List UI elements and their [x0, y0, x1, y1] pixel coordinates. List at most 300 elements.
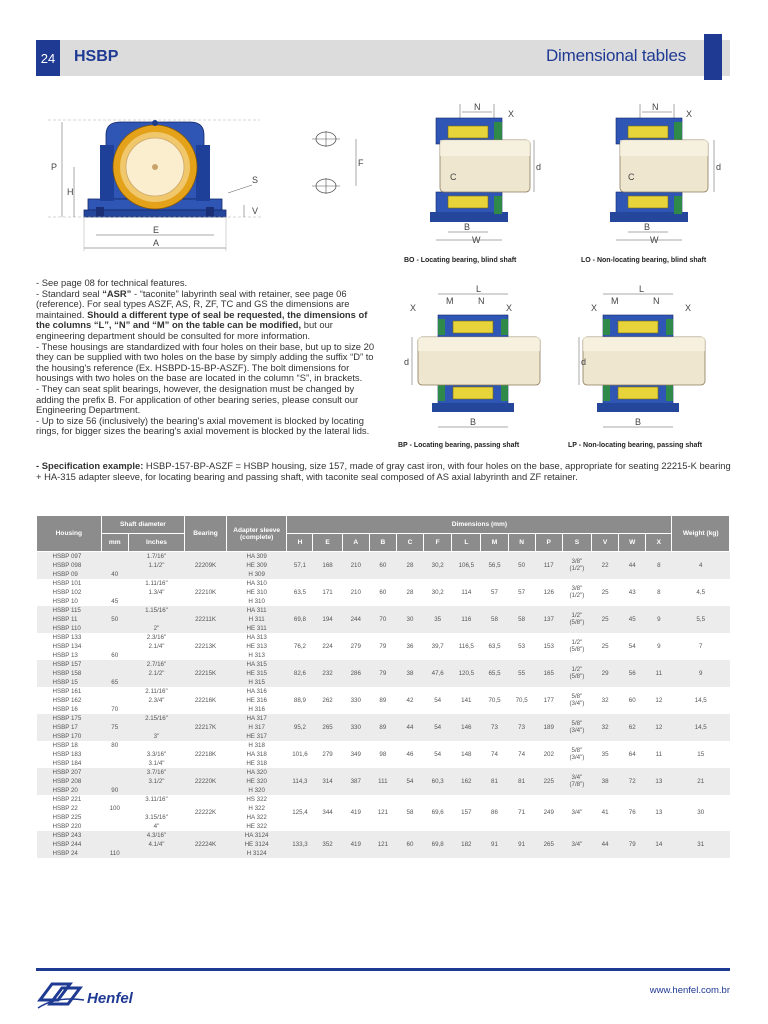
cell-dim-A: 387 — [342, 768, 369, 795]
cell-dim-S: 3/8" (1/2") — [569, 585, 585, 599]
model-title: HSBP — [74, 48, 119, 65]
cell-dim-X: 13 — [655, 809, 663, 816]
th-dim-W: W — [619, 534, 646, 552]
cell-inches: 1.15/16" — [128, 606, 184, 615]
cell-dim-V: 29 — [592, 660, 619, 687]
bo-label-d: d — [536, 162, 542, 172]
cell-dim-S: 3/4" (7/8") — [562, 768, 591, 795]
housing-front-view — [40, 115, 270, 255]
note-4: - They can seat split bearings, however, the designation must be changed by adding the prefix B. For application of other bearing series, please consult our Engineering Department. — [36, 382, 359, 416]
cell-dim-E: 344 — [322, 809, 333, 816]
cell-dim-C: 28 — [396, 552, 423, 579]
cell-housing: HSBP 16 — [52, 705, 78, 713]
bp-label-B: B — [470, 417, 477, 427]
cell-inches: 4.1/4" — [128, 840, 184, 849]
cell-inches: 2.3/16" — [146, 633, 167, 641]
cell-dim-C: 38 — [396, 660, 423, 687]
cell-sleeve: H 313 — [248, 651, 265, 659]
cell-bearing: 22210K — [194, 588, 217, 596]
cell-dim-V: 32 — [601, 696, 609, 704]
cell-sleeve: HE 315 — [226, 669, 287, 678]
cell-mm — [101, 660, 128, 669]
cell-dim-W: 44 — [619, 552, 646, 579]
cell-mm — [101, 714, 128, 723]
cell-dim-F: 69,6 — [431, 809, 444, 816]
cell-sleeve: HE 309 — [226, 561, 287, 570]
cell-sleeve: HA 313 — [246, 633, 267, 641]
th-housing: Housing — [37, 516, 102, 552]
cell-dim-V: 22 — [592, 552, 619, 579]
cell-bearing: 22216K — [194, 696, 217, 704]
table-group — [37, 795, 730, 831]
lo-label-X: X — [686, 109, 693, 119]
table-group — [37, 741, 730, 768]
cell-dim-B: 89 — [379, 696, 387, 704]
cell-mm — [101, 588, 128, 597]
th-shaft: Shaft diameter — [101, 516, 184, 534]
table-group — [37, 633, 730, 660]
note-3: - These housings are standardized with four holes on their base, but up to size 20 they can be supplied with two holes on the base by simply adding the suffix “D” to the housing's reference (Ex. HSBPD-15-BP-ASZF). The bolt dimensions for housings with two holes on the base are located in the column “S”, in brackets. — [36, 340, 375, 384]
cell-mm — [101, 579, 128, 588]
cell-dim-A: 330 — [350, 696, 361, 704]
cell-housing: HSBP 161 — [52, 687, 82, 695]
cell-dim-E: 168 — [313, 552, 342, 579]
cell-mm: 45 — [111, 597, 119, 605]
table-group — [37, 606, 730, 633]
label-A: A — [153, 238, 160, 248]
cell-dim-X: 12 — [655, 696, 663, 704]
cell-dim-B: 70 — [369, 606, 396, 633]
cell-inches: 3.1/4" — [148, 759, 165, 767]
th-dimensions: Dimensions (mm) — [287, 516, 672, 534]
lo-label-d: d — [716, 162, 722, 172]
cell-dim-H: 63,5 — [293, 588, 306, 596]
cell-weight: 7 — [699, 642, 703, 650]
th-dim-A: A — [342, 534, 369, 552]
cell-dim-A: 419 — [350, 809, 361, 816]
cell-housing: HSBP 243 — [37, 831, 102, 840]
cell-dim-F: 47,6 — [424, 660, 452, 687]
table-row — [37, 768, 730, 777]
cell-dim-P: 189 — [535, 714, 562, 741]
cell-dim-B: 60 — [379, 588, 387, 596]
th-bearing: Bearing — [185, 516, 227, 552]
cell-mm: 50 — [101, 615, 128, 624]
cell-sleeve: H 322 — [248, 804, 265, 812]
cell-housing: HSBP 102 — [52, 588, 82, 596]
cell-dim-S: 3/4" — [571, 809, 583, 816]
cell-dim-A: 286 — [342, 660, 369, 687]
cell-dim-S-2holes: (5/8") — [569, 646, 585, 653]
table-row — [37, 831, 730, 840]
cell-bearing: 22209K — [185, 552, 227, 579]
table-row — [37, 633, 730, 642]
cell-inches: 3" — [128, 732, 184, 741]
cell-dim-W: 72 — [619, 768, 646, 795]
cell-housing: HSBP 22 — [52, 804, 78, 812]
henfel-logo-icon — [36, 978, 86, 1010]
cell-mm: 90 — [101, 786, 128, 795]
cell-weight: 15 — [697, 750, 705, 758]
cell-inches — [128, 651, 184, 660]
cell-bearing: 22211K — [185, 606, 227, 633]
th-dim-M: M — [481, 534, 508, 552]
cell-dim-L: 106,5 — [452, 552, 481, 579]
th-dim-F: F — [424, 534, 452, 552]
cell-inches: 1.7/16" — [128, 552, 184, 561]
cell-inches: 1.1/2" — [128, 561, 184, 570]
th-dim-C: C — [396, 534, 423, 552]
cell-dim-C: 54 — [396, 768, 423, 795]
cell-sleeve: HA 318 — [246, 750, 267, 758]
cell-dim-C: 44 — [396, 714, 423, 741]
cell-bearing: 22217K — [185, 714, 227, 741]
cell-mm — [101, 768, 128, 777]
caption-bo: BO - Locating bearing, blind shaft — [404, 257, 517, 264]
cell-dim-V: 25 — [601, 588, 609, 596]
cell-housing: HSBP 157 — [37, 660, 102, 669]
cell-dim-P: 265 — [535, 831, 562, 858]
cell-dim-L: 148 — [461, 750, 472, 758]
cell-dim-V: 44 — [592, 831, 619, 858]
cell-dim-P: 153 — [543, 642, 554, 650]
cell-dim-B: 60 — [369, 552, 396, 579]
lp-label-N: N — [653, 296, 660, 306]
cell-bearing: 22215K — [185, 660, 227, 687]
th-adapter: Adapter sleeve (complete) — [226, 516, 287, 552]
lp-label-L: L — [639, 285, 645, 294]
cell-dim-S-2holes: (3/4") — [569, 700, 585, 707]
cell-dim-B: 79 — [369, 660, 396, 687]
cell-mm — [101, 561, 128, 570]
cell-dim-N: 71 — [518, 809, 526, 816]
note-2: - Standard seal “ASR” - “taconite” labyrinth seal with retainer, see page 06 (reference). For seal types ASZF, AS, R, ZF, TC and GS the dimensions are maintained. Should a different type of seal be requested, the dimensions of the columns “L”, “N” and “M” on the table can be modified, but our engineering department should be consulted for more information. — [36, 287, 368, 341]
cell-dim-X: 9 — [657, 642, 661, 650]
cell-housing: HSBP 183 — [52, 750, 82, 758]
label-V: V — [252, 206, 259, 216]
cell-dim-X: 11 — [646, 660, 672, 687]
cell-dim-V: 25 — [601, 642, 609, 650]
cell-inches: 3.11/16" — [145, 795, 168, 803]
cell-mm: 60 — [111, 651, 119, 659]
cell-inches — [128, 570, 184, 579]
cell-dim-N: 58 — [508, 606, 535, 633]
cell-dim-X: 8 — [646, 552, 672, 579]
bp-label-d: d — [404, 357, 410, 367]
cell-mm — [101, 606, 128, 615]
cell-dim-N: 73 — [508, 714, 535, 741]
th-dim-X: X — [646, 534, 672, 552]
cell-dim-B: 121 — [369, 831, 396, 858]
cell-sleeve: HA 320 — [226, 768, 287, 777]
th-dim-E: E — [313, 534, 342, 552]
note-1: - See page 08 for technical features. — [36, 277, 188, 288]
cell-weight: 21 — [672, 768, 730, 795]
cell-inches — [128, 786, 184, 795]
specification-example: - Specification example: HSBP-157-BP-ASZF = HSBP housing, size 157, made of gray cast iron, with four holes on the base, appropriate for seating 22215-K bearing + HA-315 adapter sleeve, for locating bearing and passing shaft, with taconite seal composed of AS axial labyrinth and ZF retainer. — [36, 460, 731, 482]
lo-label-N: N — [652, 102, 659, 112]
cell-dim-M: 91 — [481, 831, 508, 858]
cell-dim-E: 224 — [322, 642, 333, 650]
cell-sleeve: HA 315 — [226, 660, 287, 669]
cell-dim-W: 43 — [628, 588, 636, 596]
label-H: H — [67, 187, 74, 197]
cell-sleeve: HE 313 — [246, 642, 267, 650]
th-inches: Inches — [128, 534, 184, 552]
cell-dim-B: 79 — [379, 642, 387, 650]
cell-sleeve: HA 317 — [226, 714, 287, 723]
cell-dim-S: 3/8" (1/2") — [562, 552, 591, 579]
th-dim-S: S — [562, 534, 591, 552]
bp-label-X-right: X — [506, 303, 513, 313]
cell-sleeve: HS 322 — [246, 795, 267, 803]
cell-dim-S-2holes: (1/2") — [569, 565, 585, 573]
fig-lp-section — [575, 285, 730, 435]
cell-housing: HSBP 158 — [37, 669, 102, 678]
cell-dim-F: 54 — [434, 696, 442, 704]
technical-notes — [36, 278, 381, 437]
bo-label-W: W — [472, 235, 481, 245]
cell-dim-V: 25 — [592, 606, 619, 633]
cell-dim-A: 244 — [342, 606, 369, 633]
cell-weight: 4,5 — [696, 588, 706, 596]
cell-mm — [101, 669, 128, 678]
cell-inches: 2.1/2" — [128, 669, 184, 678]
cell-housing: HSBP 11 — [37, 615, 102, 624]
table-group — [37, 831, 730, 858]
cell-sleeve: HA 3124 — [226, 831, 287, 840]
bp-label-X-left: X — [410, 303, 417, 313]
cell-housing: HSBP 184 — [52, 759, 82, 767]
th-dim-L: L — [452, 534, 481, 552]
cell-sleeve: H 315 — [226, 678, 287, 687]
cell-housing: HSBP 097 — [37, 552, 102, 561]
cell-dim-E: 262 — [322, 696, 333, 704]
cell-dim-S-2holes: (5/8") — [569, 619, 585, 626]
cell-dim-C: 42 — [406, 696, 414, 704]
cell-dim-H: 101,6 — [292, 750, 308, 758]
bp-label-N: N — [478, 296, 485, 306]
cell-sleeve: HA 309 — [226, 552, 287, 561]
cell-mm: 100 — [109, 804, 120, 812]
cell-sleeve: HA 322 — [246, 813, 267, 821]
cell-dim-E: 171 — [322, 588, 333, 596]
cell-housing: HSBP 098 — [37, 561, 102, 570]
lp-label-d: d — [581, 357, 587, 367]
label-E: E — [153, 225, 160, 235]
cell-dim-W: 45 — [619, 606, 646, 633]
th-mm: mm — [101, 534, 128, 552]
cell-housing: HSBP 134 — [52, 642, 82, 650]
cell-bearing: 22220K — [185, 768, 227, 795]
cell-weight: 14,5 — [694, 696, 707, 704]
cell-inches: 3.7/16" — [128, 768, 184, 777]
cell-sleeve: HE 318 — [246, 759, 267, 767]
cell-dim-N: 50 — [508, 552, 535, 579]
cell-dim-E: 232 — [313, 660, 342, 687]
cell-dim-A: 210 — [350, 588, 361, 596]
cell-dim-F: 39,7 — [431, 642, 444, 650]
cell-housing: HSBP 101 — [52, 579, 82, 587]
cell-inches — [128, 741, 184, 750]
cell-dim-M: 73 — [481, 714, 508, 741]
table-group — [37, 714, 730, 741]
cell-dim-S-2holes: (3/4") — [569, 727, 585, 734]
cell-dim-L: 141 — [461, 696, 472, 704]
cell-mm — [101, 696, 128, 705]
header-accent — [704, 34, 722, 80]
website-link[interactable]: www.henfel.com.br — [649, 985, 730, 996]
caption-lo: LO - Non-locating bearing, blind shaft — [581, 257, 707, 264]
note-5: - Up to size 56 (inclusively) the bearing's axial movement is blocked by locating rings, for bigger sizes the bearing's axial movement is blocked by the lateral lids. — [36, 414, 370, 437]
label-F: F — [358, 158, 364, 168]
cell-dim-P: 137 — [535, 606, 562, 633]
table-group — [37, 687, 730, 714]
cell-dim-N: 57 — [518, 588, 526, 596]
cell-mm — [101, 813, 128, 822]
fig-lo-section — [598, 100, 733, 250]
cell-dim-L: 114 — [461, 588, 472, 596]
cell-dim-S: 5/8" (3/4") — [569, 747, 585, 761]
cell-sleeve: HA 316 — [246, 687, 267, 695]
cell-housing: HSBP 221 — [52, 795, 82, 803]
cell-mm: 75 — [101, 723, 128, 732]
cell-sleeve: H 311 — [226, 615, 287, 624]
fig-bo-section — [408, 100, 543, 250]
cell-sleeve: H 317 — [226, 723, 287, 732]
cell-dim-M: 57 — [491, 588, 498, 596]
cell-dim-V: 38 — [592, 768, 619, 795]
table-row — [37, 579, 730, 588]
cell-dim-S: 3/4" — [562, 831, 591, 858]
lp-label-X-left: X — [591, 303, 598, 313]
henfel-logo: Henfel — [87, 990, 133, 1007]
bp-label-L: L — [476, 285, 482, 294]
cell-weight: 30 — [697, 809, 705, 816]
cell-housing: HSBP 225 — [52, 813, 82, 821]
cell-dim-H: 125,4 — [292, 809, 308, 816]
label-P: P — [51, 162, 58, 172]
caption-lp: LP - Non-locating bearing, passing shaft — [568, 442, 703, 449]
cell-dim-H: 95,2 — [287, 714, 313, 741]
cell-dim-C: 46 — [406, 750, 414, 758]
cell-dim-C: 58 — [406, 809, 414, 816]
lo-label-C: C — [628, 172, 635, 182]
cell-dim-M: 74 — [491, 750, 498, 758]
cell-mm — [101, 759, 128, 768]
bo-label-B: B — [464, 222, 471, 232]
cell-dim-N: 70,5 — [515, 696, 528, 704]
cell-dim-S: 1/2" (5/8") — [562, 660, 591, 687]
cell-housing: HSBP 244 — [37, 840, 102, 849]
cell-inches — [128, 849, 184, 858]
cell-dim-E: 194 — [313, 606, 342, 633]
cell-mm — [101, 552, 128, 561]
cell-dim-P: 202 — [543, 750, 554, 758]
cell-dim-S: 5/8" (3/4") — [569, 693, 585, 707]
cell-sleeve: HA 310 — [246, 579, 267, 587]
label-S: S — [252, 175, 259, 185]
dimensions-table — [36, 515, 730, 858]
bo-label-C: C — [450, 172, 457, 182]
table-row — [37, 741, 730, 750]
cell-mm: 110 — [101, 849, 128, 858]
cell-dim-M: 58 — [481, 606, 508, 633]
cell-inches: 4" — [153, 822, 160, 830]
cell-mm — [101, 777, 128, 786]
cell-bearing: 22224K — [185, 831, 227, 858]
cell-sleeve: HE 317 — [226, 732, 287, 741]
cell-dim-A: 330 — [342, 714, 369, 741]
table-row — [37, 687, 730, 696]
cell-dim-C: 28 — [406, 588, 414, 596]
cell-dim-P: 249 — [543, 809, 554, 816]
cell-dim-A: 349 — [350, 750, 361, 758]
cell-inches — [128, 678, 184, 687]
cell-housing: HSBP 17 — [37, 723, 102, 732]
cell-dim-L: 116,5 — [458, 642, 474, 650]
cell-inches: 2.15/16" — [128, 714, 184, 723]
lo-label-W: W — [650, 235, 659, 245]
cell-dim-P: 177 — [543, 696, 554, 704]
cell-dim-M: 81 — [481, 768, 508, 795]
cell-weight: 31 — [672, 831, 730, 858]
bolt-side-view — [308, 125, 368, 200]
cell-dim-X: 8 — [657, 588, 661, 596]
fig-bp-section — [398, 285, 553, 435]
cell-sleeve: HE 311 — [226, 624, 287, 633]
cell-inches: 2" — [128, 624, 184, 633]
cell-inches: 3.15/16" — [145, 813, 168, 821]
cell-inches: 1.3/4" — [148, 588, 165, 596]
cell-dim-N: 53 — [518, 642, 526, 650]
cell-dim-F: 54 — [434, 750, 442, 758]
cell-sleeve: HE 3124 — [226, 840, 287, 849]
table-row — [37, 606, 730, 615]
cell-dim-N: 81 — [508, 768, 535, 795]
cell-housing: HSBP 24 — [37, 849, 102, 858]
cell-dim-H: 69,8 — [287, 606, 313, 633]
page-number: 24 — [36, 40, 60, 76]
cell-weight: 5,5 — [672, 606, 730, 633]
caption-bp: BP - Locating bearing, passing shaft — [398, 442, 520, 449]
cell-dim-P: 225 — [535, 768, 562, 795]
cell-dim-H: 57,1 — [287, 552, 313, 579]
cell-sleeve: H 318 — [248, 741, 265, 749]
th-weight: Weight (kg) — [672, 516, 730, 552]
cell-inches — [128, 705, 184, 714]
cell-inches: 2.1/4" — [148, 642, 165, 650]
cell-dim-N: 91 — [508, 831, 535, 858]
cell-bearing: 22213K — [194, 642, 217, 650]
cell-dim-L: 157 — [461, 809, 472, 816]
cell-inches: 2.3/4" — [148, 696, 165, 704]
cell-dim-W: 60 — [628, 696, 636, 704]
cell-inches: 2.11/16" — [145, 687, 168, 695]
cell-dim-L: 162 — [452, 768, 481, 795]
cell-dim-E: 279 — [322, 750, 333, 758]
cell-dim-B: 89 — [369, 714, 396, 741]
cell-dim-E: 265 — [313, 714, 342, 741]
cell-dim-S: 1/2" (5/8") — [569, 639, 585, 653]
lo-label-B: B — [644, 222, 651, 232]
cell-dim-V: 32 — [592, 714, 619, 741]
cell-dim-W: 79 — [619, 831, 646, 858]
cell-dim-W: 56 — [619, 660, 646, 687]
th-dim-P: P — [535, 534, 562, 552]
cell-dim-F: 69,8 — [424, 831, 452, 858]
cell-dim-C: 36 — [406, 642, 414, 650]
